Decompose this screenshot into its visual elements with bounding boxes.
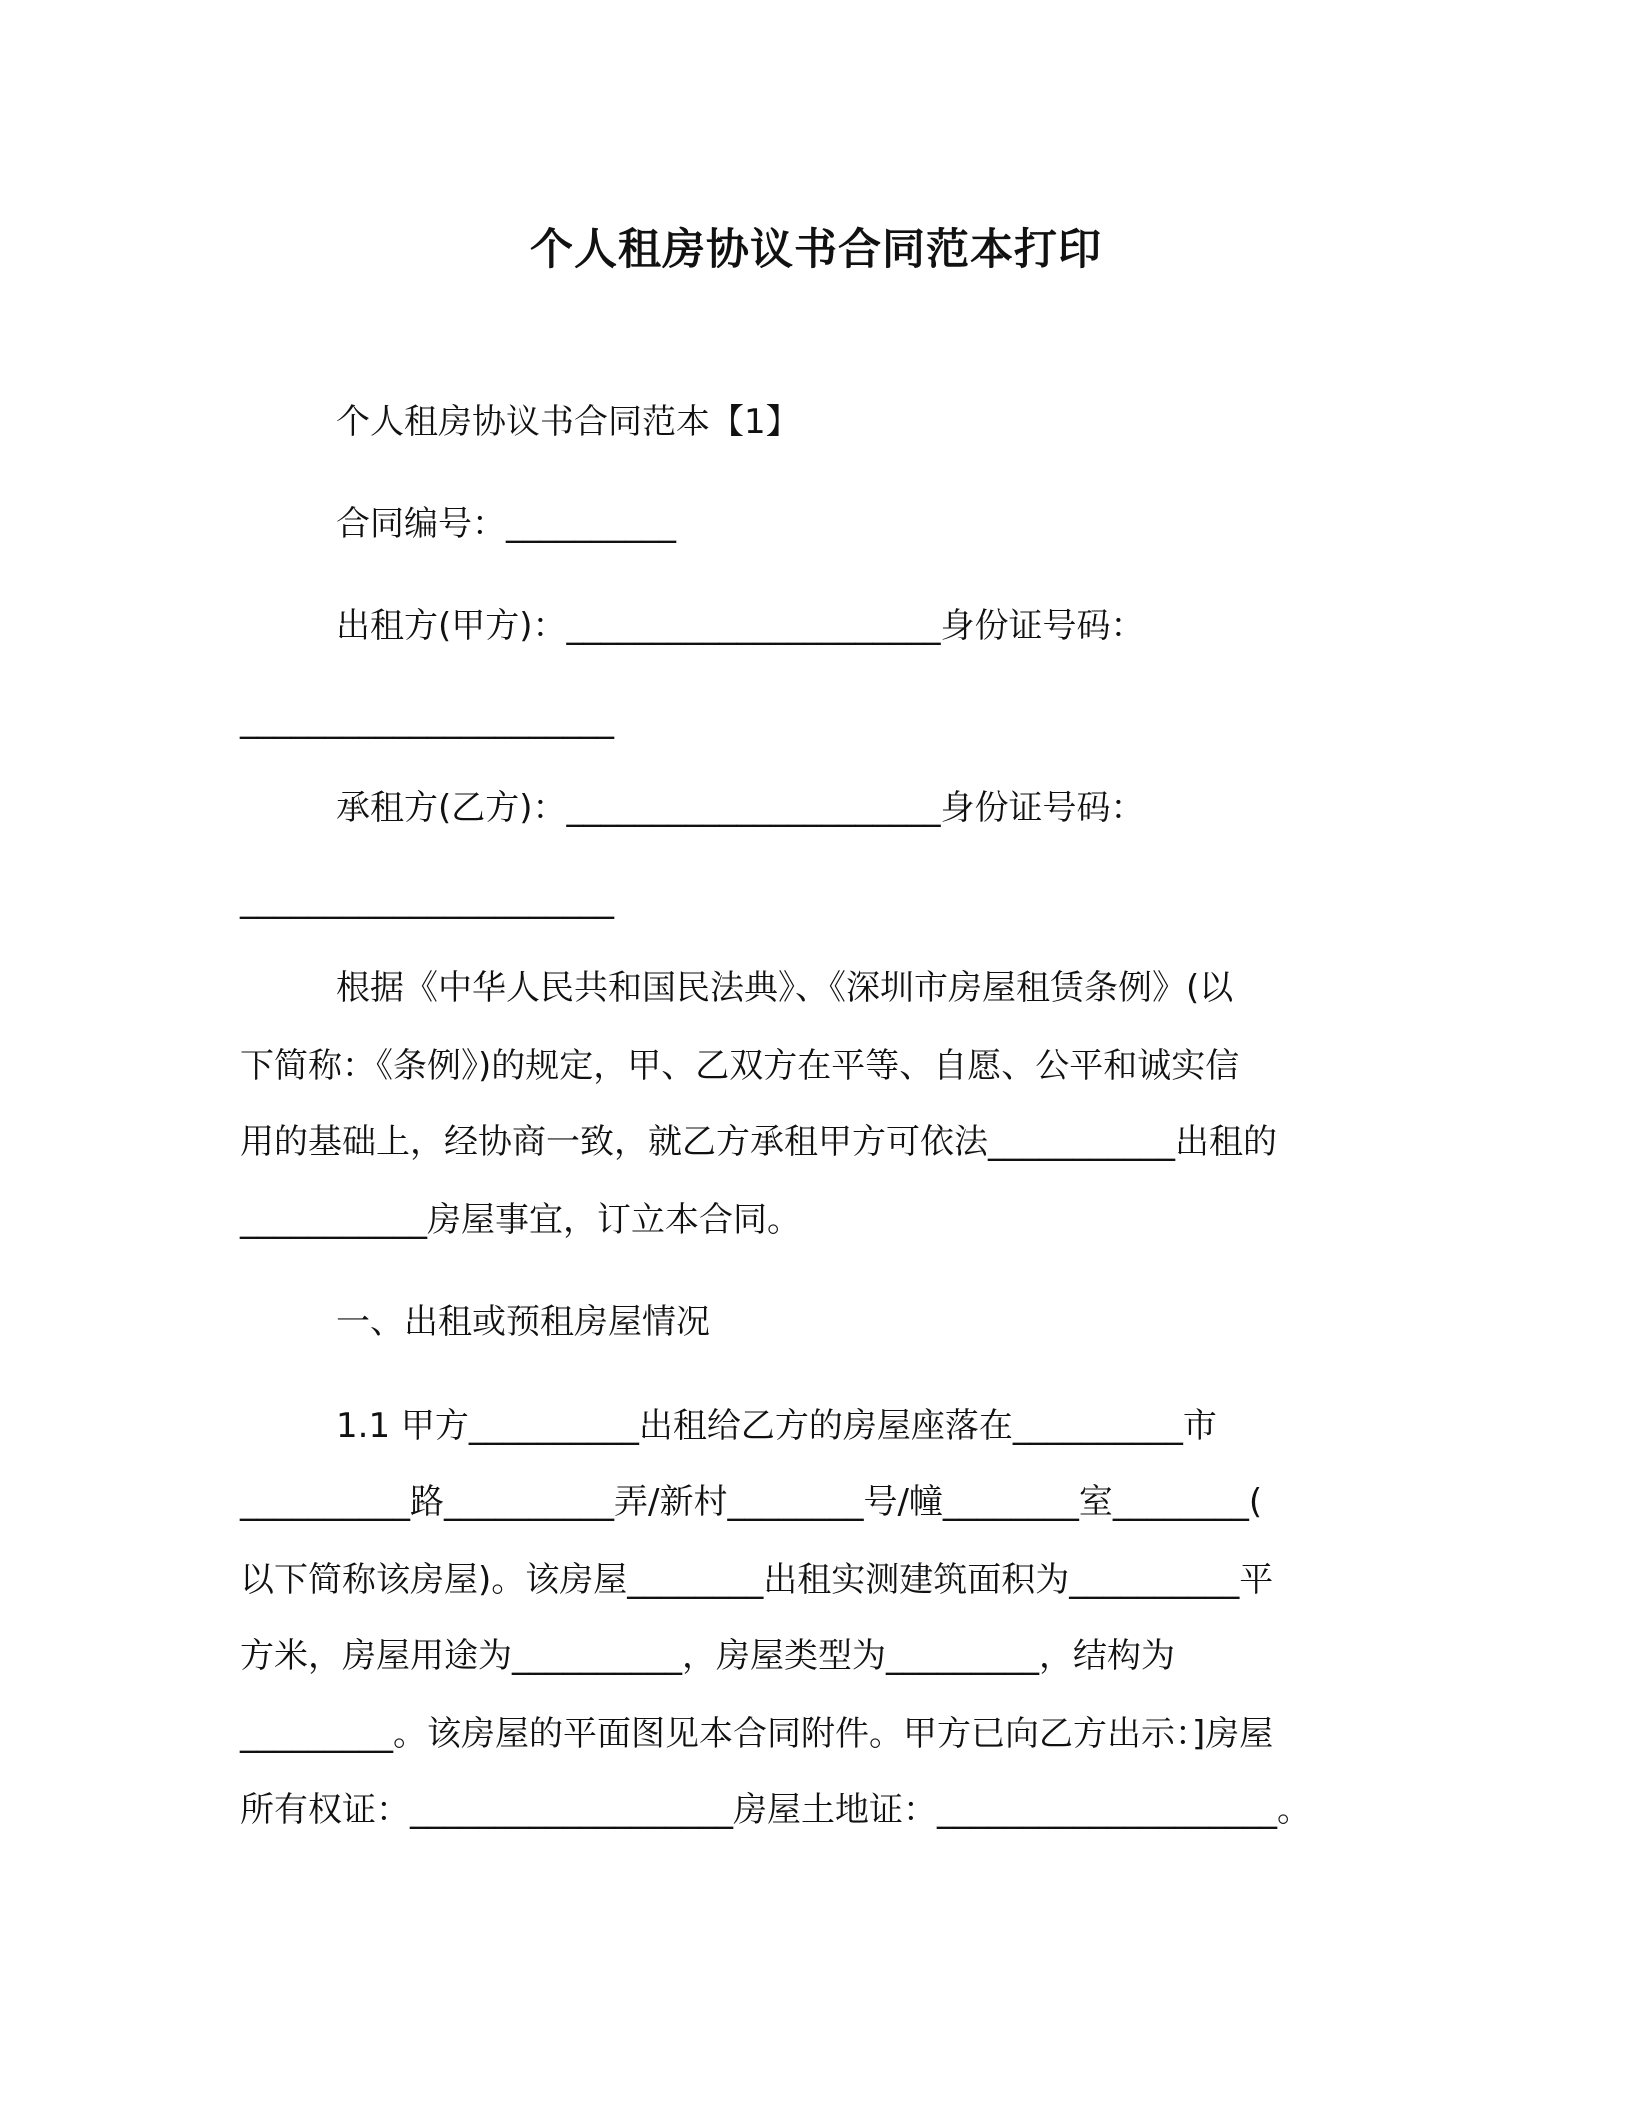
section-heading-template-1: 个人租房协议书合同范本【1】	[336, 402, 800, 442]
document-title: 个人租房协议书合同范本打印	[530, 225, 1102, 275]
lessor-line: 出租方(甲方)：______________________身份证号码：	[336, 606, 1145, 646]
lessee-line: 承租方(乙方)：______________________身份证号码：	[336, 788, 1145, 828]
basis-paragraph-line-2: 下简称：《条例》)的规定，甲、乙双方在平等、自愿、公平和诚实信	[240, 1046, 1240, 1086]
lessee-id-blank: ______________________	[240, 880, 614, 920]
basis-paragraph-line-1: 根据《中华人民共和国民法典》、《深圳市房屋租赁条例》(以	[336, 968, 1234, 1008]
lessor-id-blank: ______________________	[240, 700, 614, 740]
clause-1-1-line-2: __________路__________弄/新村________号/幢________室________(	[240, 1482, 1263, 1522]
clause-1-1-line-1: 1.1 甲方__________出租给乙方的房屋座落在__________市	[336, 1406, 1217, 1446]
basis-paragraph-line-3: 用的基础上，经协商一致，就乙方承租甲方可依法___________出租的	[240, 1122, 1277, 1162]
clause-1-1-line-4: 方米，房屋用途为__________，房屋类型为_________，结构为	[240, 1636, 1175, 1676]
basis-paragraph-line-4: ___________房屋事宜，订立本合同。	[240, 1200, 801, 1240]
clause-1-1-line-6: 所有权证：___________________房屋土地证：____________________。	[240, 1790, 1311, 1830]
section-one-heading: 一、出租或预租房屋情况	[336, 1302, 710, 1342]
contract-number-line: 合同编号：__________	[336, 504, 676, 544]
clause-1-1-line-5: _________。该房屋的平面图见本合同附件。甲方已向乙方出示：]房屋	[240, 1714, 1274, 1754]
clause-1-1-line-3: 以下简称该房屋)。该房屋________出租实测建筑面积为__________平	[240, 1560, 1274, 1600]
